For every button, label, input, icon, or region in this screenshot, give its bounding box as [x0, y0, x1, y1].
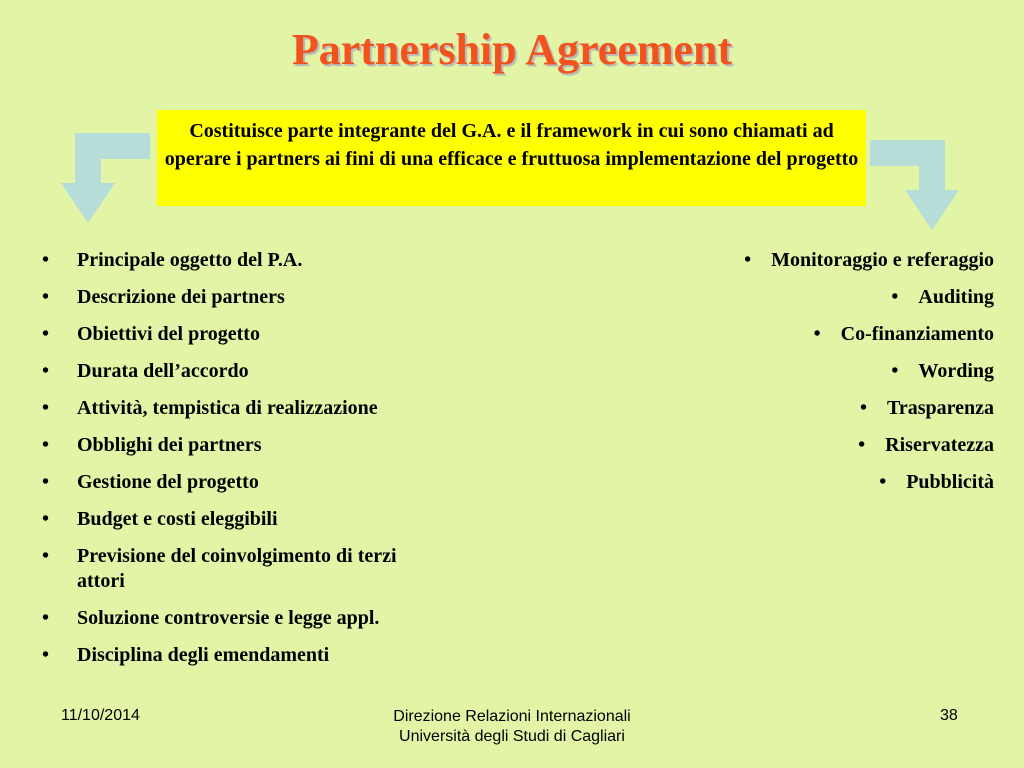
bullet-icon: •	[42, 471, 50, 493]
bullet-icon: •	[891, 286, 899, 308]
list-item: • Wording	[891, 360, 994, 382]
page-number: 38	[940, 707, 958, 724]
bullet-icon: •	[42, 607, 50, 629]
callout-box: Costituisce parte integrante del G.A. e il framework in cui sono chiamati ad operare i partners ai fini di una efficace e fruttuosa implementazione del progetto	[157, 110, 866, 206]
list-item: • Co-finanziamento	[813, 323, 994, 345]
bullet-icon: •	[42, 644, 50, 666]
bullet-icon: •	[744, 249, 752, 271]
list-item: • Descrizione dei partners	[42, 286, 285, 308]
bullet-icon: •	[42, 508, 50, 530]
bullet-icon: •	[891, 360, 899, 382]
list-item: • Principale oggetto del P.A.	[42, 249, 303, 271]
bullet-icon: •	[42, 286, 50, 308]
slide-title: Partnership Agreement	[291, 25, 733, 74]
list-item: • Trasparenza	[859, 397, 994, 419]
bullet-icon: •	[813, 323, 821, 345]
footer-university: Università degli Studi di Cagliari	[399, 728, 625, 745]
bullet-icon: •	[42, 434, 50, 456]
list-item: • Obblighi dei partners	[42, 434, 262, 456]
list-item: • Attività, tempistica di realizzazione	[42, 397, 378, 419]
bullet-icon: •	[42, 545, 50, 567]
bullet-icon: •	[42, 323, 50, 345]
list-item: • Disciplina degli emendamenti	[42, 644, 330, 666]
list-item: • Monitoraggio e referaggio	[744, 249, 994, 271]
footer-date: 11/10/2014	[61, 707, 140, 724]
bullet-icon: •	[42, 249, 50, 271]
list-item: • Previsione del coinvolgimento di terzi attori	[42, 545, 397, 592]
left-bullet-list	[42, 248, 482, 680]
bent-arrow-down-right-icon	[870, 140, 965, 230]
bullet-icon: •	[879, 471, 887, 493]
list-item: • Riservatezza	[858, 434, 994, 456]
footer-institution	[262, 707, 762, 747]
list-item: • Pubblicità	[879, 471, 994, 493]
bullet-icon: •	[859, 397, 867, 419]
list-item: • Obiettivi del progetto	[42, 323, 260, 345]
list-item: • Budget e costi eleggibili	[42, 508, 278, 530]
bullet-icon: •	[42, 360, 50, 382]
right-bullet-list	[574, 248, 994, 507]
list-item: • Gestione del progetto	[42, 471, 259, 493]
list-item: • Durata dell’accordo	[42, 360, 249, 382]
list-item: • Soluzione controversie e legge appl.	[42, 607, 380, 629]
bullet-icon: •	[858, 434, 866, 456]
bent-arrow-down-left-icon	[55, 133, 150, 223]
footer-department: Direzione Relazioni Internazionali	[393, 708, 631, 725]
list-item: • Auditing	[891, 286, 994, 308]
bullet-icon: •	[42, 397, 50, 419]
